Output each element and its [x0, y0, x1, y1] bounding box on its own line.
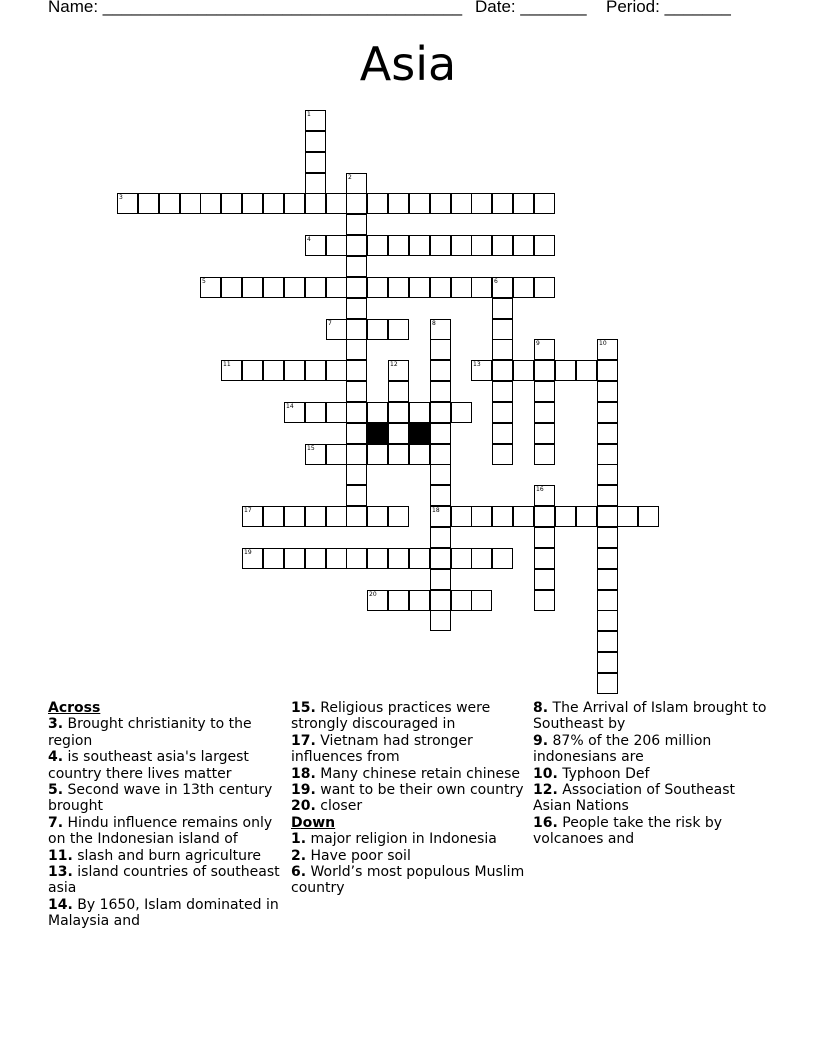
grid-cell[interactable] [346, 381, 367, 402]
grid-cell[interactable] [305, 506, 326, 527]
grid-cell[interactable] [284, 548, 305, 569]
grid-cell[interactable] [305, 193, 326, 214]
grid-cell[interactable] [492, 235, 513, 256]
page-title: Asia [359, 37, 457, 91]
grid-cell[interactable] [597, 360, 618, 381]
grid-cell[interactable] [346, 402, 367, 423]
grid-cell[interactable] [430, 548, 451, 569]
clue-item-text: People take the risk by volcanoes and [533, 814, 723, 848]
grid-cell[interactable] [284, 277, 305, 298]
grid-cell[interactable] [346, 277, 367, 298]
grid-cell[interactable] [346, 506, 367, 527]
clue-item-number: 8. [533, 700, 549, 716]
grid-cell[interactable] [597, 652, 618, 673]
grid-cell[interactable] [430, 402, 451, 423]
black-cell [367, 423, 388, 444]
grid-cell[interactable] [346, 444, 367, 465]
clue-item-number: 1. [291, 831, 307, 848]
grid-cell[interactable] [284, 360, 305, 381]
clue-item [533, 733, 769, 766]
clue-item-number: 14. [48, 896, 73, 913]
clue-number: 11 [223, 361, 231, 368]
grid-cell[interactable] [346, 464, 367, 485]
grid-cell[interactable] [346, 193, 367, 214]
grid-cell[interactable] [597, 631, 618, 652]
grid-cell[interactable] [263, 360, 284, 381]
grid-cell[interactable] [492, 423, 513, 444]
clue-number: 20 [369, 591, 377, 598]
grid-cell[interactable] [534, 235, 555, 256]
clue-item-number: 19. [291, 782, 316, 799]
clue-item-number: 2. [291, 847, 307, 864]
grid-cell[interactable] [430, 235, 451, 256]
clue-item [291, 864, 527, 897]
grid-cell[interactable] [492, 298, 513, 319]
clue-item-text: World’s most populous Muslim country [291, 864, 525, 897]
grid-cell[interactable] [388, 506, 409, 527]
clue-item-number: 12. [533, 782, 558, 799]
clue-item-number: 20. [291, 798, 316, 815]
grid-cell[interactable] [534, 527, 555, 548]
clue-item [533, 700, 769, 733]
clue-item-number: 18. [291, 765, 316, 782]
grid-cell[interactable] [138, 193, 159, 214]
grid-cell[interactable] [471, 235, 492, 256]
grid-cell[interactable] [430, 360, 451, 381]
grid-cell[interactable] [242, 277, 263, 298]
clue-number: 7 [328, 320, 332, 327]
grid-cell[interactable] [492, 548, 513, 569]
grid-cell[interactable] [471, 277, 492, 298]
clue-number: 17 [244, 507, 252, 514]
black-cell [409, 423, 430, 444]
clue-item-number: 13. [48, 864, 73, 881]
grid-cell[interactable] [430, 444, 451, 465]
grid-cell[interactable] [597, 569, 618, 590]
grid-cell[interactable] [492, 381, 513, 402]
clue-item [291, 733, 527, 766]
grid-cell[interactable] [597, 610, 618, 631]
grid-cell[interactable] [367, 277, 388, 298]
grid-cell[interactable] [326, 402, 347, 423]
clue-item-text: Association of Southeast Asian Nations [533, 782, 736, 815]
grid-cell[interactable] [367, 548, 388, 569]
grid-cell[interactable] [242, 360, 263, 381]
grid-cell[interactable] [555, 360, 576, 381]
grid-cell[interactable] [388, 423, 409, 444]
grid-cell[interactable] [492, 402, 513, 423]
grid-cell[interactable] [430, 339, 451, 360]
clue-number: 8 [432, 320, 436, 327]
grid-cell[interactable] [513, 193, 534, 214]
grid-cell[interactable] [597, 485, 618, 506]
period-field[interactable]: Period: _______ [606, 0, 731, 16]
grid-cell[interactable] [492, 339, 513, 360]
grid-cell[interactable] [305, 277, 326, 298]
clue-item [533, 815, 769, 848]
grid-cell[interactable] [451, 590, 472, 611]
grid-cell[interactable] [576, 360, 597, 381]
clue-item-text: want to be their own country [315, 782, 524, 799]
grid-cell[interactable] [346, 485, 367, 506]
grid-cell[interactable] [409, 402, 430, 423]
clue-item-number: 10. [533, 765, 558, 782]
grid-cell[interactable] [451, 235, 472, 256]
clue-item-text: Vietnam had stronger influences from [291, 732, 473, 766]
grid-cell[interactable] [597, 527, 618, 548]
grid-cell[interactable] [221, 277, 242, 298]
grid-cell[interactable] [430, 464, 451, 485]
grid-cell[interactable] [451, 193, 472, 214]
grid-cell[interactable] [534, 360, 555, 381]
grid-cell[interactable] [430, 590, 451, 611]
grid-cell[interactable] [638, 506, 659, 527]
grid-cell[interactable] [451, 402, 472, 423]
grid-cell[interactable] [326, 235, 347, 256]
grid-cell[interactable] [513, 235, 534, 256]
clue-item [48, 848, 284, 864]
grid-cell[interactable] [326, 193, 347, 214]
clue-number: 19 [244, 549, 252, 556]
grid-cell[interactable] [617, 506, 638, 527]
clue-number: 16 [536, 486, 544, 493]
clue-number: 18 [432, 507, 440, 514]
grid-cell[interactable] [346, 423, 367, 444]
grid-cell[interactable] [388, 277, 409, 298]
clue-item-text: Second wave in 13th century brought [48, 782, 273, 815]
grid-cell[interactable] [242, 193, 263, 214]
clue-number: 2 [348, 174, 352, 181]
clue-item [291, 848, 527, 864]
clue-item-text: Many chinese retain chinese [315, 765, 521, 782]
grid-cell[interactable] [534, 569, 555, 590]
grid-cell[interactable] [305, 173, 326, 194]
clue-item [48, 782, 284, 815]
grid-cell[interactable] [430, 610, 451, 631]
grid-cell[interactable] [367, 506, 388, 527]
grid-cell[interactable] [471, 590, 492, 611]
clue-item-text: slash and burn agriculture [72, 847, 262, 864]
grid-cell[interactable] [534, 548, 555, 569]
clue-item [291, 782, 527, 798]
grid-cell[interactable] [284, 506, 305, 527]
grid-cell[interactable] [367, 402, 388, 423]
grid-cell[interactable] [534, 193, 555, 214]
clue-item [48, 749, 284, 782]
grid-cell[interactable] [326, 360, 347, 381]
clue-item-number: 6. [291, 864, 307, 881]
clue-item [48, 815, 284, 848]
grid-cell[interactable] [284, 193, 305, 214]
grid-cell[interactable] [597, 506, 618, 527]
clue-number: 15 [307, 445, 315, 452]
grid-cell[interactable] [346, 214, 367, 235]
clue-item-number: 4. [48, 749, 64, 766]
grid-cell[interactable] [388, 590, 409, 611]
grid-cell[interactable] [451, 548, 472, 569]
clue-item [291, 766, 527, 782]
grid-cell[interactable] [388, 548, 409, 569]
grid-cell[interactable] [221, 193, 242, 214]
grid-cell[interactable] [534, 506, 555, 527]
grid-cell[interactable] [597, 381, 618, 402]
grid-cell[interactable] [326, 444, 347, 465]
grid-cell[interactable] [409, 193, 430, 214]
grid-cell[interactable] [388, 402, 409, 423]
grid-cell[interactable] [492, 193, 513, 214]
clue-number: 13 [473, 361, 481, 368]
grid-cell[interactable] [409, 548, 430, 569]
grid-cell[interactable] [430, 485, 451, 506]
grid-cell[interactable] [159, 193, 180, 214]
grid-cell[interactable] [471, 193, 492, 214]
grid-cell[interactable] [388, 381, 409, 402]
clue-number: 6 [494, 278, 498, 285]
grid-cell[interactable] [367, 193, 388, 214]
clue-item [291, 700, 527, 733]
grid-cell[interactable] [430, 193, 451, 214]
grid-cell[interactable] [597, 548, 618, 569]
grid-cell[interactable] [367, 319, 388, 340]
grid-cell[interactable] [346, 319, 367, 340]
clue-item-text: is southeast asia's largest country there lives matter [48, 749, 249, 782]
clue-item [533, 766, 769, 782]
grid-cell[interactable] [534, 277, 555, 298]
grid-cell[interactable] [367, 235, 388, 256]
clue-item-number: 7. [48, 814, 64, 831]
grid-cell[interactable] [305, 152, 326, 173]
grid-cell[interactable] [388, 193, 409, 214]
clue-item [291, 798, 527, 814]
grid-cell[interactable] [346, 360, 367, 381]
grid-cell[interactable] [263, 193, 284, 214]
grid-cell[interactable] [430, 569, 451, 590]
clue-item [48, 897, 284, 930]
clue-item [48, 716, 284, 749]
clue-section-heading: Down [291, 814, 336, 831]
clue-number: 4 [307, 236, 311, 243]
grid-cell[interactable] [513, 360, 534, 381]
clue-item [291, 831, 527, 847]
grid-cell[interactable] [451, 506, 472, 527]
clue-item-number: 16. [533, 814, 558, 831]
date-field[interactable]: Date: _______ [475, 0, 587, 16]
grid-cell[interactable] [326, 277, 347, 298]
grid-cell[interactable] [451, 277, 472, 298]
clue-item-number: 11. [48, 847, 73, 864]
clue-item-number: 3. [48, 716, 64, 733]
clue-item-number: 5. [48, 782, 64, 799]
grid-cell[interactable] [305, 131, 326, 152]
grid-cell[interactable] [200, 193, 221, 214]
grid-cell[interactable] [597, 423, 618, 444]
clue-item-text: Typhoon Def [557, 765, 650, 782]
grid-cell[interactable] [492, 360, 513, 381]
grid-cell[interactable] [305, 360, 326, 381]
grid-cell[interactable] [326, 506, 347, 527]
grid-cell[interactable] [346, 548, 367, 569]
clues-column-2 [291, 700, 527, 897]
grid-cell[interactable] [555, 506, 576, 527]
grid-cell[interactable] [346, 256, 367, 277]
grid-cell[interactable] [597, 673, 618, 694]
clue-item-number: 9. [533, 732, 549, 749]
grid-cell[interactable] [492, 444, 513, 465]
grid-cell[interactable] [409, 444, 430, 465]
clue-item-text: Religious practices were strongly discouraged in [291, 700, 491, 733]
grid-cell[interactable] [430, 277, 451, 298]
clue-item [48, 864, 284, 897]
clue-item-text: By 1650, Islam dominated in Malaysia and [48, 896, 279, 930]
grid-cell[interactable] [471, 548, 492, 569]
clue-item-text: closer [315, 798, 363, 815]
grid-cell[interactable] [534, 590, 555, 611]
clue-number: 1 [307, 111, 311, 118]
name-field[interactable]: Name: ______________________________________ [48, 0, 463, 16]
grid-cell[interactable] [346, 339, 367, 360]
grid-cell[interactable] [471, 506, 492, 527]
grid-cell[interactable] [263, 277, 284, 298]
grid-cell[interactable] [305, 402, 326, 423]
grid-cell[interactable] [263, 506, 284, 527]
clue-number: 5 [202, 278, 206, 285]
grid-cell[interactable] [263, 548, 284, 569]
clue-number: 9 [536, 340, 540, 347]
clue-item-text: island countries of southeast asia [48, 864, 280, 897]
clue-item-number: 15. [291, 700, 316, 716]
grid-cell[interactable] [534, 444, 555, 465]
clue-item-text: major religion in Indonesia [306, 831, 497, 848]
grid-cell[interactable] [492, 319, 513, 340]
grid-cell[interactable] [430, 423, 451, 444]
grid-cell[interactable] [388, 444, 409, 465]
clue-item-number: 17. [291, 732, 316, 749]
grid-cell[interactable] [388, 319, 409, 340]
clues-column-1 [48, 700, 284, 930]
clue-number: 14 [286, 403, 294, 410]
grid-cell[interactable] [534, 402, 555, 423]
grid-cell[interactable] [180, 193, 201, 214]
grid-cell[interactable] [346, 235, 367, 256]
grid-cell[interactable] [430, 527, 451, 548]
grid-cell[interactable] [513, 277, 534, 298]
clue-number: 3 [119, 194, 123, 201]
grid-cell[interactable] [597, 402, 618, 423]
grid-cell[interactable] [388, 235, 409, 256]
grid-cell[interactable] [430, 381, 451, 402]
grid-cell[interactable] [409, 590, 430, 611]
grid-cell[interactable] [305, 548, 326, 569]
clue-item-text: The Arrival of Islam brought to Southeast by [533, 700, 767, 733]
clue-item-text: 87% of the 206 million indonesians are [533, 732, 712, 766]
grid-cell[interactable] [346, 298, 367, 319]
grid-cell[interactable] [597, 590, 618, 611]
grid-cell[interactable] [367, 444, 388, 465]
grid-cell[interactable] [534, 381, 555, 402]
clue-number: 12 [390, 361, 398, 368]
clue-number: 10 [599, 340, 607, 347]
grid-cell[interactable] [326, 548, 347, 569]
clue-item-text: Hindu influence remains only on the Indonesian island of [48, 814, 273, 848]
clue-section-heading: Across [48, 700, 101, 716]
grid-cell[interactable] [576, 506, 597, 527]
grid-cell[interactable] [492, 506, 513, 527]
grid-cell[interactable] [597, 464, 618, 485]
clue-item-text: Have poor soil [306, 847, 411, 864]
clue-item [533, 782, 769, 815]
clues-column-3 [533, 700, 769, 848]
grid-cell[interactable] [597, 444, 618, 465]
grid-cell[interactable] [534, 423, 555, 444]
grid-cell[interactable] [409, 277, 430, 298]
clue-item-text: Brought christianity to the region [48, 716, 252, 749]
grid-cell[interactable] [409, 235, 430, 256]
grid-cell[interactable] [513, 506, 534, 527]
